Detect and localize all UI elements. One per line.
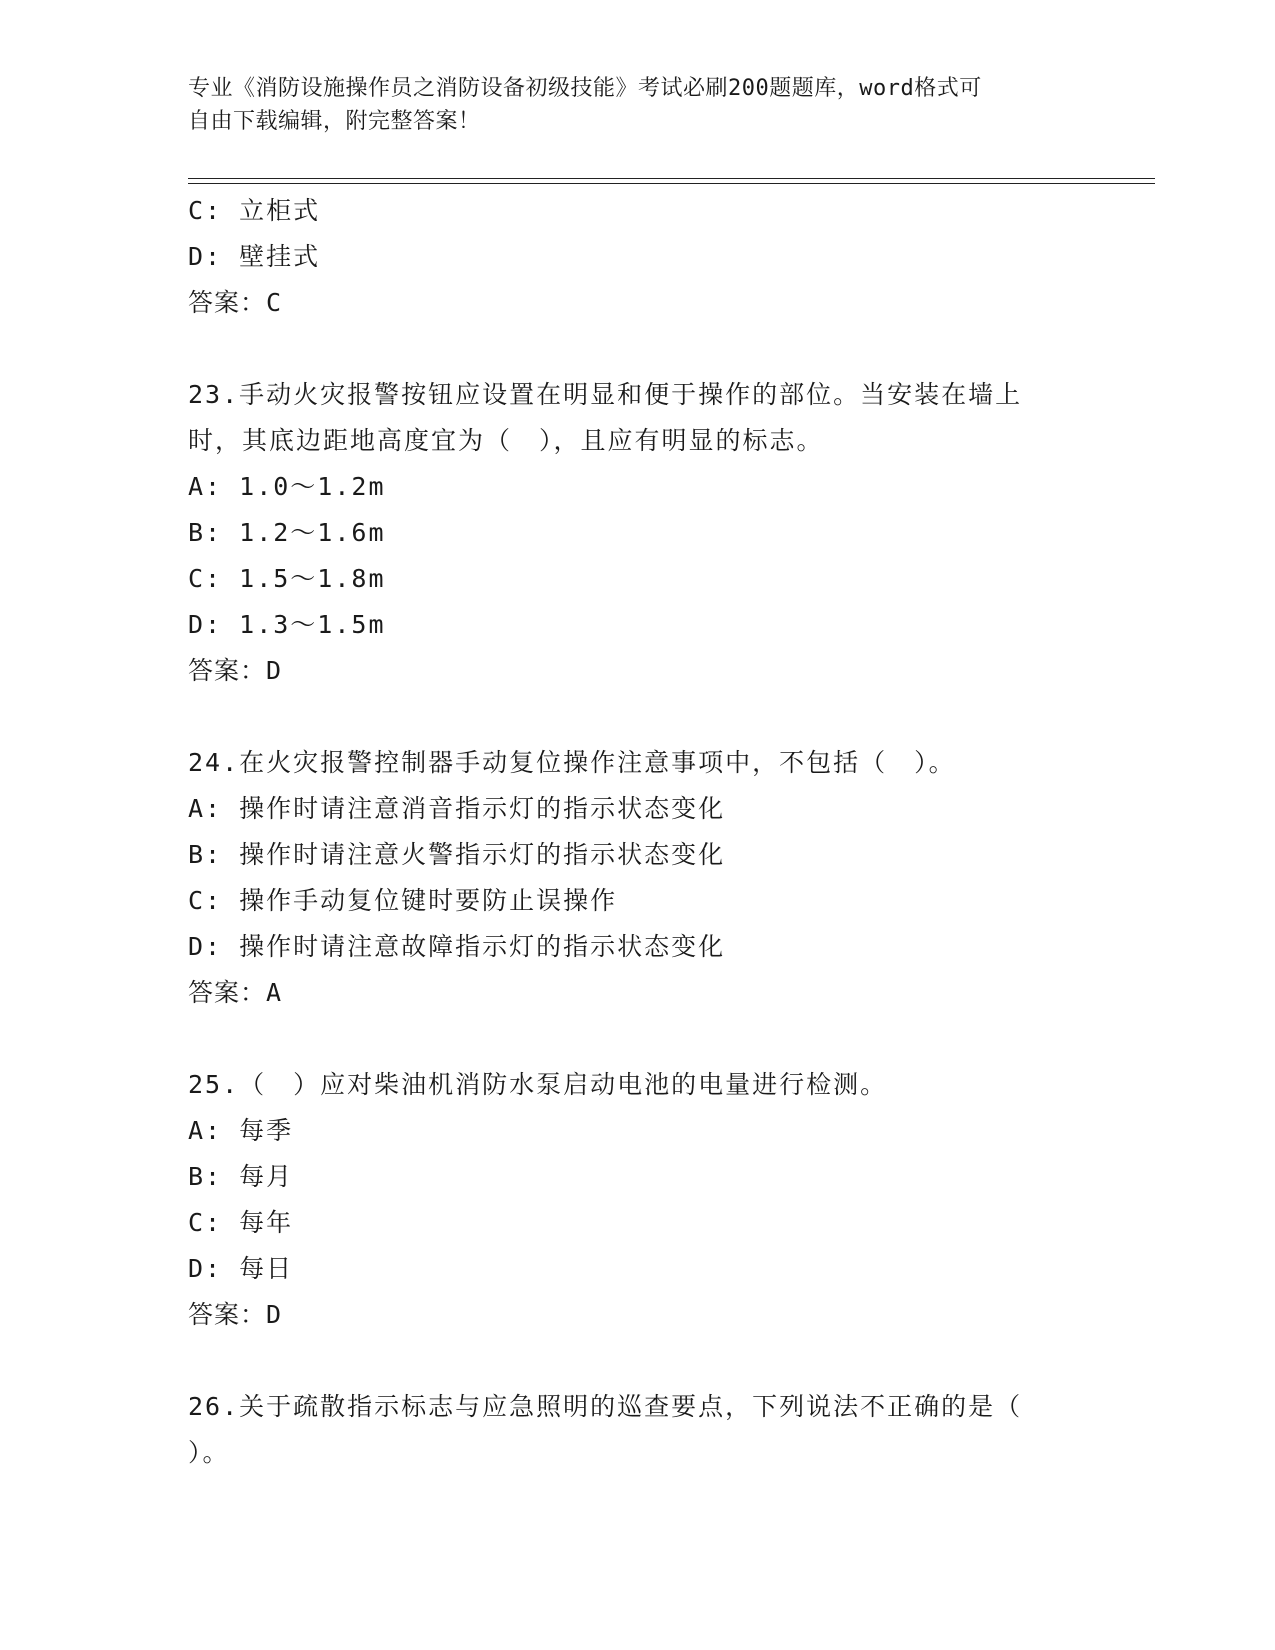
option-c: C: 1.5～1.8m — [188, 564, 386, 593]
question-text-line-1: 24.在火灾报警控制器手动复位操作注意事项中，不包括（ ）。 — [188, 748, 956, 777]
option-a: A: 每季 — [188, 1116, 294, 1145]
option-a: A: 1.0～1.2m — [188, 472, 386, 501]
question-26 — [188, 1384, 1088, 1476]
spacer — [188, 326, 1088, 372]
option-d: D: 壁挂式 — [188, 242, 321, 271]
header-divider-top — [188, 178, 1155, 179]
question-23 — [188, 372, 1088, 694]
option-d: D: 1.3～1.5m — [188, 610, 386, 639]
option-a: A: 操作时请注意消音指示灯的指示状态变化 — [188, 794, 726, 823]
question-text-line-1: 26.关于疏散指示标志与应急照明的巡查要点，下列说法不正确的是（ — [188, 1392, 1023, 1421]
answer: 答案：D — [188, 1300, 283, 1329]
question-24 — [188, 740, 1088, 1016]
spacer — [188, 1016, 1088, 1062]
option-c: C: 操作手动复位键时要防止误操作 — [188, 886, 618, 915]
header-divider-bottom — [188, 183, 1155, 184]
header-line-1: 专业《消防设施操作员之消防设备初级技能》考试必刷200题题库，word格式可 — [188, 76, 982, 101]
option-c: C: 每年 — [188, 1208, 294, 1237]
spacer — [188, 1338, 1088, 1384]
option-d: D: 每日 — [188, 1254, 294, 1283]
question-text-line-2: 时，其底边距地高度宜为（ ），且应有明显的标志。 — [188, 426, 824, 455]
question-22-continued — [188, 188, 1088, 326]
option-b: B: 操作时请注意火警指示灯的指示状态变化 — [188, 840, 726, 869]
question-25 — [188, 1062, 1088, 1338]
question-text-line-2: ）。 — [188, 1438, 230, 1467]
answer: 答案：A — [188, 978, 283, 1007]
header-line-2: 自由下载编辑，附完整答案！ — [188, 109, 481, 134]
question-text-line-1: 23.手动火灾报警按钮应设置在明显和便于操作的部位。当安装在墙上 — [188, 380, 1023, 409]
option-b: B: 每月 — [188, 1162, 294, 1191]
page-header — [188, 72, 1068, 138]
option-c: C: 立柜式 — [188, 196, 321, 225]
spacer — [188, 694, 1088, 740]
question-text-line-1: 25.（ ）应对柴油机消防水泵启动电池的电量进行检测。 — [188, 1070, 888, 1099]
answer: 答案：C — [188, 288, 283, 317]
option-d: D: 操作时请注意故障指示灯的指示状态变化 — [188, 932, 726, 961]
option-b: B: 1.2～1.6m — [188, 518, 386, 547]
question-list — [188, 188, 1088, 1476]
answer: 答案：D — [188, 656, 283, 685]
